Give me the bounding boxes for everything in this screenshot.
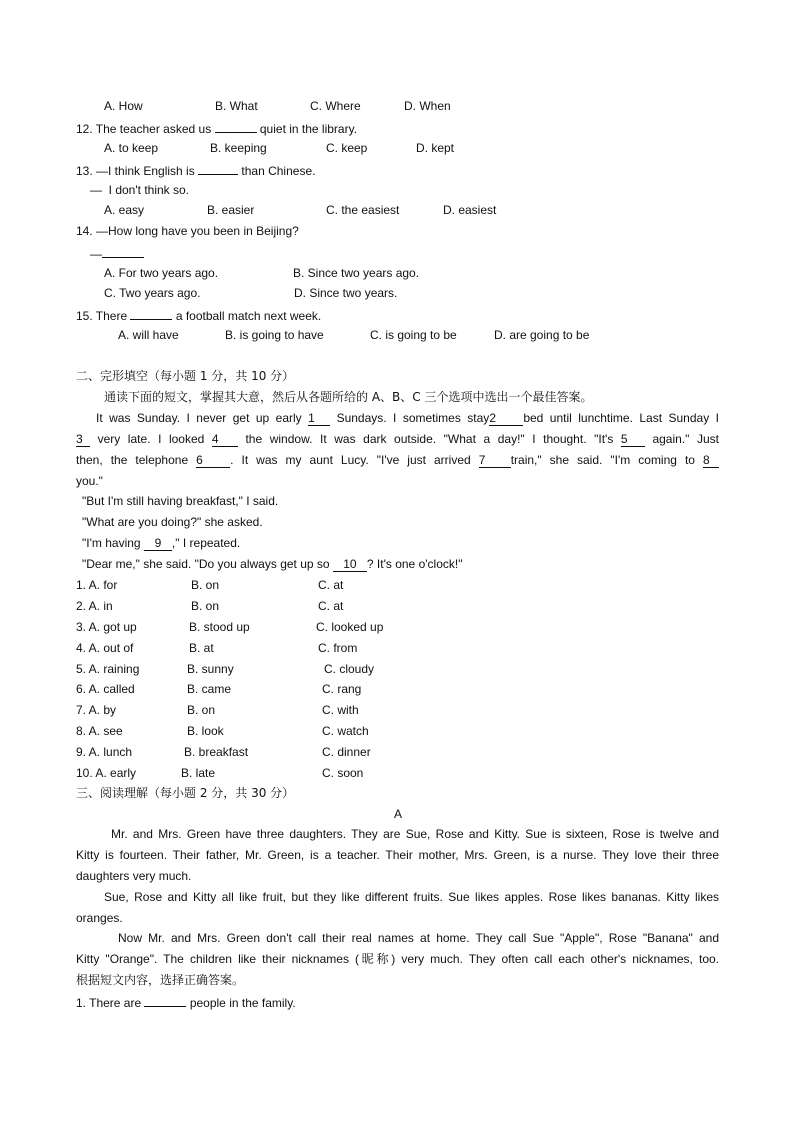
cloze-text: Sundays. I sometimes stay [330,411,490,425]
cloze-text: . It was my aunt Lucy. "I've just arrived [230,453,479,467]
cloze-option-b: B. look [187,724,224,738]
q13-text-post: than Chinese. [238,164,316,178]
reading-q1 [76,993,296,1011]
q14-dash: — [90,247,102,261]
q15-text-pre: 15. There [76,309,131,323]
cloze-line-3 [76,452,719,468]
cloze-text: the window. It was dark outside. "What a day!" I thought. "It's [237,432,621,446]
cloze-option-c: C. from [318,641,358,655]
cloze-text: ," I repeated. [171,536,241,550]
cloze-option-b: B. stood up [189,620,250,634]
q13-option-d: D. easiest [443,203,497,217]
cloze-blank-5: 5 [621,433,645,447]
q14-option-c: C. Two years ago. [104,286,201,300]
q14-reply [90,244,144,262]
cloze-option-a: 6. A. called [76,682,135,696]
passage-line-7: Kitty "Orange". The children like their nicknames (昵称) very much. They often call each other's nicknames, too. [76,952,719,966]
q15-blank [130,306,172,320]
cloze-blank-8: 8 [703,454,719,468]
cloze-option-a: 1. A. for [76,578,118,592]
cloze-option-b: B. sunny [187,662,234,676]
q13-blank [198,161,238,175]
cloze-option-b: B. at [189,641,214,655]
q13-option-b: B. easier [207,203,255,217]
reading-q1-text-post: people in the family. [186,996,296,1010]
cloze-line-6: "What are you doing?" she asked. [82,515,263,529]
cloze-text: It was Sunday. I never get up early [96,411,309,425]
q14-question: 14. —How long have you been in Beijing? [76,224,299,238]
cloze-option-c: C. looked up [316,620,384,634]
cloze-option-b: B. came [187,682,232,696]
q12-question [76,119,357,137]
q11-option-c: C. Where [310,99,361,113]
cloze-option-a: 3. A. got up [76,620,137,634]
q11-option-a: A. How [104,99,143,113]
passage-line-5: oranges. [76,911,123,925]
q12-option-c: C. keep [326,141,368,155]
cloze-line-1 [76,410,719,426]
q15-text-post: a football match next week. [172,309,322,323]
cloze-option-c: C. with [322,703,359,717]
cloze-line-7 [82,535,240,551]
section3-heading: 三、阅读理解（每小题 2 分，共 30 分） [76,786,295,800]
passage-line-2: Kitty is fourteen. Their father, Mr. Green, is a teacher. Their mother, Mrs. Green, is a nurse. They love their three [76,848,719,862]
section2-heading: 二、完形填空（每小题 1 分，共 10 分） [76,369,295,383]
cloze-option-b: B. late [181,766,216,780]
q13-option-a: A. easy [104,203,145,217]
cloze-option-c: C. at [318,578,344,592]
passage-label: A [394,807,403,821]
passage-line-1: Mr. and Mrs. Green have three daughters. They are Sue, Rose and Kitty. Sue is sixteen, Rose is twelve and [111,827,719,841]
q14-option-b: B. Since two years ago. [293,266,420,280]
q12-option-a: A. to keep [104,141,159,155]
q12-text-pre: 12. The teacher asked us [76,122,215,136]
cloze-text: "I'm having [82,536,144,550]
q13-text-pre: 13. —I think English is [76,164,199,178]
cloze-text: then, the telephone [76,453,197,467]
passage-line-3: daughters very much. [76,869,192,883]
cloze-option-c: C. rang [322,682,362,696]
q14-option-a: A. For two years ago. [104,266,219,280]
cloze-option-c: C. watch [322,724,369,738]
cloze-option-a: 9. A. lunch [76,745,133,759]
passage-line-6: Now Mr. and Mrs. Green don't call their real names at home. They call Sue "Apple", Rose "Banana" and [118,931,719,945]
cloze-blank-2: 2 [489,412,523,426]
cloze-option-c: C. soon [322,766,364,780]
q15-option-d: D. are going to be [494,328,590,342]
cloze-option-a: 10. A. early [76,766,137,780]
q15-option-a: A. will have [118,328,179,342]
cloze-option-a: 2. A. in [76,599,113,613]
cloze-blank-6: 6 [196,454,230,468]
q13-reply: — I don't think so. [90,183,190,197]
cloze-text: "Dear me," she said. "Do you always get up so [82,557,333,571]
cloze-option-c: C. at [318,599,344,613]
q11-option-d: D. When [404,99,451,113]
q12-blank [215,119,257,133]
cloze-option-b: B. on [191,578,220,592]
q15-question [76,306,321,324]
cloze-option-a: 4. A. out of [76,641,134,655]
cloze-option-c: C. dinner [322,745,371,759]
q12-text-post: quiet in the library. [256,122,358,136]
cloze-line-8 [82,556,462,572]
q12-option-b: B. keeping [210,141,267,155]
q13-question [76,161,315,179]
q14-option-d: D. Since two years. [294,286,398,300]
cloze-text: again." Just [644,432,719,446]
cloze-blank-1: 1 [308,412,330,426]
cloze-option-b: B. breakfast [184,745,249,759]
cloze-blank-7: 7 [479,454,511,468]
cloze-text: very late. I looked [90,432,212,446]
cloze-line-4: you." [76,474,103,488]
section3-instruction: 根据短文内容，选择正确答案。 [76,973,245,987]
cloze-option-c: C. cloudy [324,662,375,676]
q15-option-c: C. is going to be [370,328,457,342]
reading-q1-blank [144,993,186,1007]
cloze-text: train," she said. "I'm coming to [510,453,703,467]
cloze-line-2 [76,431,719,447]
cloze-option-b: B. on [187,703,216,717]
q13-option-c: C. the easiest [326,203,400,217]
q12-option-d: D. kept [416,141,455,155]
section2-instruction: 通读下面的短文，掌握其大意，然后从各题所给的 A、B、C 三个选项中选出一个最佳答案。 [104,390,593,404]
cloze-blank-10: 10 [333,558,367,572]
cloze-option-a: 5. A. raining [76,662,140,676]
cloze-text: bed until lunchtime. Last Sunday I [523,411,719,425]
cloze-option-a: 7. A. by [76,703,117,717]
cloze-line-5: "But I'm still having breakfast," I said. [82,494,279,508]
cloze-option-a: 8. A. see [76,724,123,738]
cloze-text: ? It's one o'clock!" [366,557,463,571]
q14-blank [102,244,144,258]
cloze-blank-4: 4 [212,433,238,447]
passage-line-4: Sue, Rose and Kitty all like fruit, but they like different fruits. Sue likes apples. Rose likes bananas. Kitty likes [104,890,719,904]
cloze-blank-3: 3 [76,433,90,447]
q15-option-b: B. is going to have [225,328,324,342]
cloze-option-b: B. on [191,599,220,613]
q11-option-b: B. What [215,99,258,113]
reading-q1-text-pre: 1. There are [76,996,145,1010]
cloze-blank-9: 9 [144,537,172,551]
